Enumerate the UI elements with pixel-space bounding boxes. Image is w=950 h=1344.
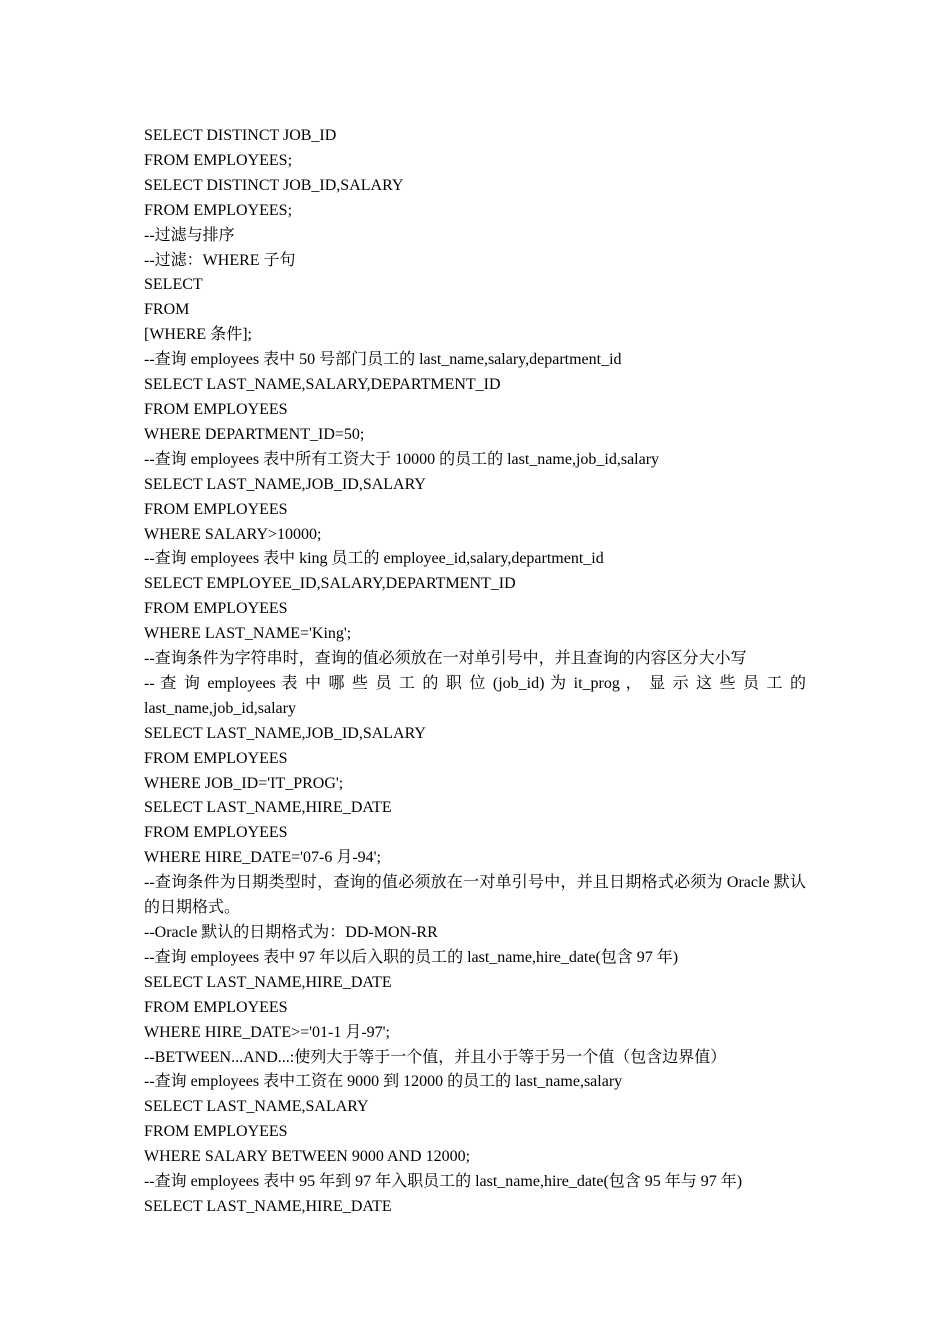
code-line: WHERE JOB_ID='IT_PROG';: [144, 774, 344, 792]
code-line: SELECT LAST_NAME,HIRE_DATE: [144, 799, 392, 817]
comment-line: --查询 employees 表中 king 员工的 employee_id,salary,department_id: [144, 550, 604, 568]
code-line: WHERE SALARY BETWEEN 9000 AND 12000;: [144, 1148, 471, 1166]
code-line: FROM EMPLOYEES: [144, 500, 288, 518]
code-line: SELECT LAST_NAME,SALARY: [144, 1098, 369, 1116]
comment-line: --查询 employees 表中 50 号部门员工的 last_name,salary,department_id: [144, 351, 622, 369]
code-line: [WHERE 条件];: [144, 326, 252, 344]
code-line: WHERE DEPARTMENT_ID=50;: [144, 425, 365, 443]
code-line: WHERE SALARY>10000;: [144, 525, 322, 543]
code-line: WHERE LAST_NAME='King';: [144, 625, 352, 643]
comment-line: --过滤与排序: [144, 226, 235, 244]
code-line: WHERE HIRE_DATE='07-6 月-94';: [144, 849, 381, 867]
code-line: FROM EMPLOYEES: [144, 749, 288, 767]
code-line: FROM EMPLOYEES: [144, 400, 288, 418]
code-line: SELECT: [144, 276, 203, 294]
code-line: FROM: [144, 301, 190, 319]
comment-line: --查询条件为字符串时，查询的值必须放在一对单引号中，并且查询的内容区分大小写: [144, 650, 747, 668]
code-line: SELECT LAST_NAME,HIRE_DATE: [144, 973, 392, 991]
comment-line: --查询 employees 表中 95 年到 97 年入职员工的 last_name,hire_date(包含 95 年与 97 年): [144, 1173, 743, 1191]
comment-line: --查询 employees 表中工资在 9000 到 12000 的员工的 last_name,salary: [144, 1073, 623, 1091]
code-line: SELECT DISTINCT JOB_ID: [144, 127, 337, 144]
code-line: WHERE HIRE_DATE>='01-1 月-97';: [144, 1023, 391, 1041]
comment-line-wrapped: -- 查 询 employees 表 中 哪 些 员 工 的 职 位 (job_id) 为 it_prog ， 显 示 这 些 员 工 的 last_name,job_id,salary: [144, 674, 806, 717]
document-page: [144, 124, 806, 1220]
comment-line: --查询 employees 表中 97 年以后入职的员工的 last_name,hire_date(包含 97 年): [144, 948, 679, 966]
comment-line: --过滤：WHERE 子句: [144, 251, 296, 269]
code-line: SELECT DISTINCT JOB_ID,SALARY: [144, 176, 404, 194]
comment-line: --BETWEEN...AND...:使列大于等于一个值，并且小于等于另一个值（包含边界值）: [144, 1048, 727, 1066]
code-line: SELECT LAST_NAME,JOB_ID,SALARY: [144, 475, 426, 493]
code-line: SELECT LAST_NAME,SALARY,DEPARTMENT_ID: [144, 376, 501, 394]
code-line: FROM EMPLOYEES: [144, 1123, 288, 1141]
comment-line-wrapped: --查询条件为日期类型时，查询的值必须放在一对单引号中，并且日期格式必须为 Oracle 默认的日期格式。: [144, 874, 806, 917]
code-line: FROM EMPLOYEES;: [144, 151, 293, 169]
code-line: FROM EMPLOYEES: [144, 998, 288, 1016]
code-line: FROM EMPLOYEES: [144, 824, 288, 842]
code-line: SELECT EMPLOYEE_ID,SALARY,DEPARTMENT_ID: [144, 575, 516, 593]
code-line: FROM EMPLOYEES: [144, 600, 288, 618]
comment-line: --查询 employees 表中所有工资大于 10000 的员工的 last_name,job_id,salary: [144, 450, 660, 468]
comment-line: --Oracle 默认的日期格式为：DD-MON-RR: [144, 924, 438, 941]
code-line: SELECT LAST_NAME,HIRE_DATE: [144, 1197, 392, 1215]
code-line: SELECT LAST_NAME,JOB_ID,SALARY: [144, 724, 426, 742]
code-line: FROM EMPLOYEES;: [144, 201, 293, 219]
